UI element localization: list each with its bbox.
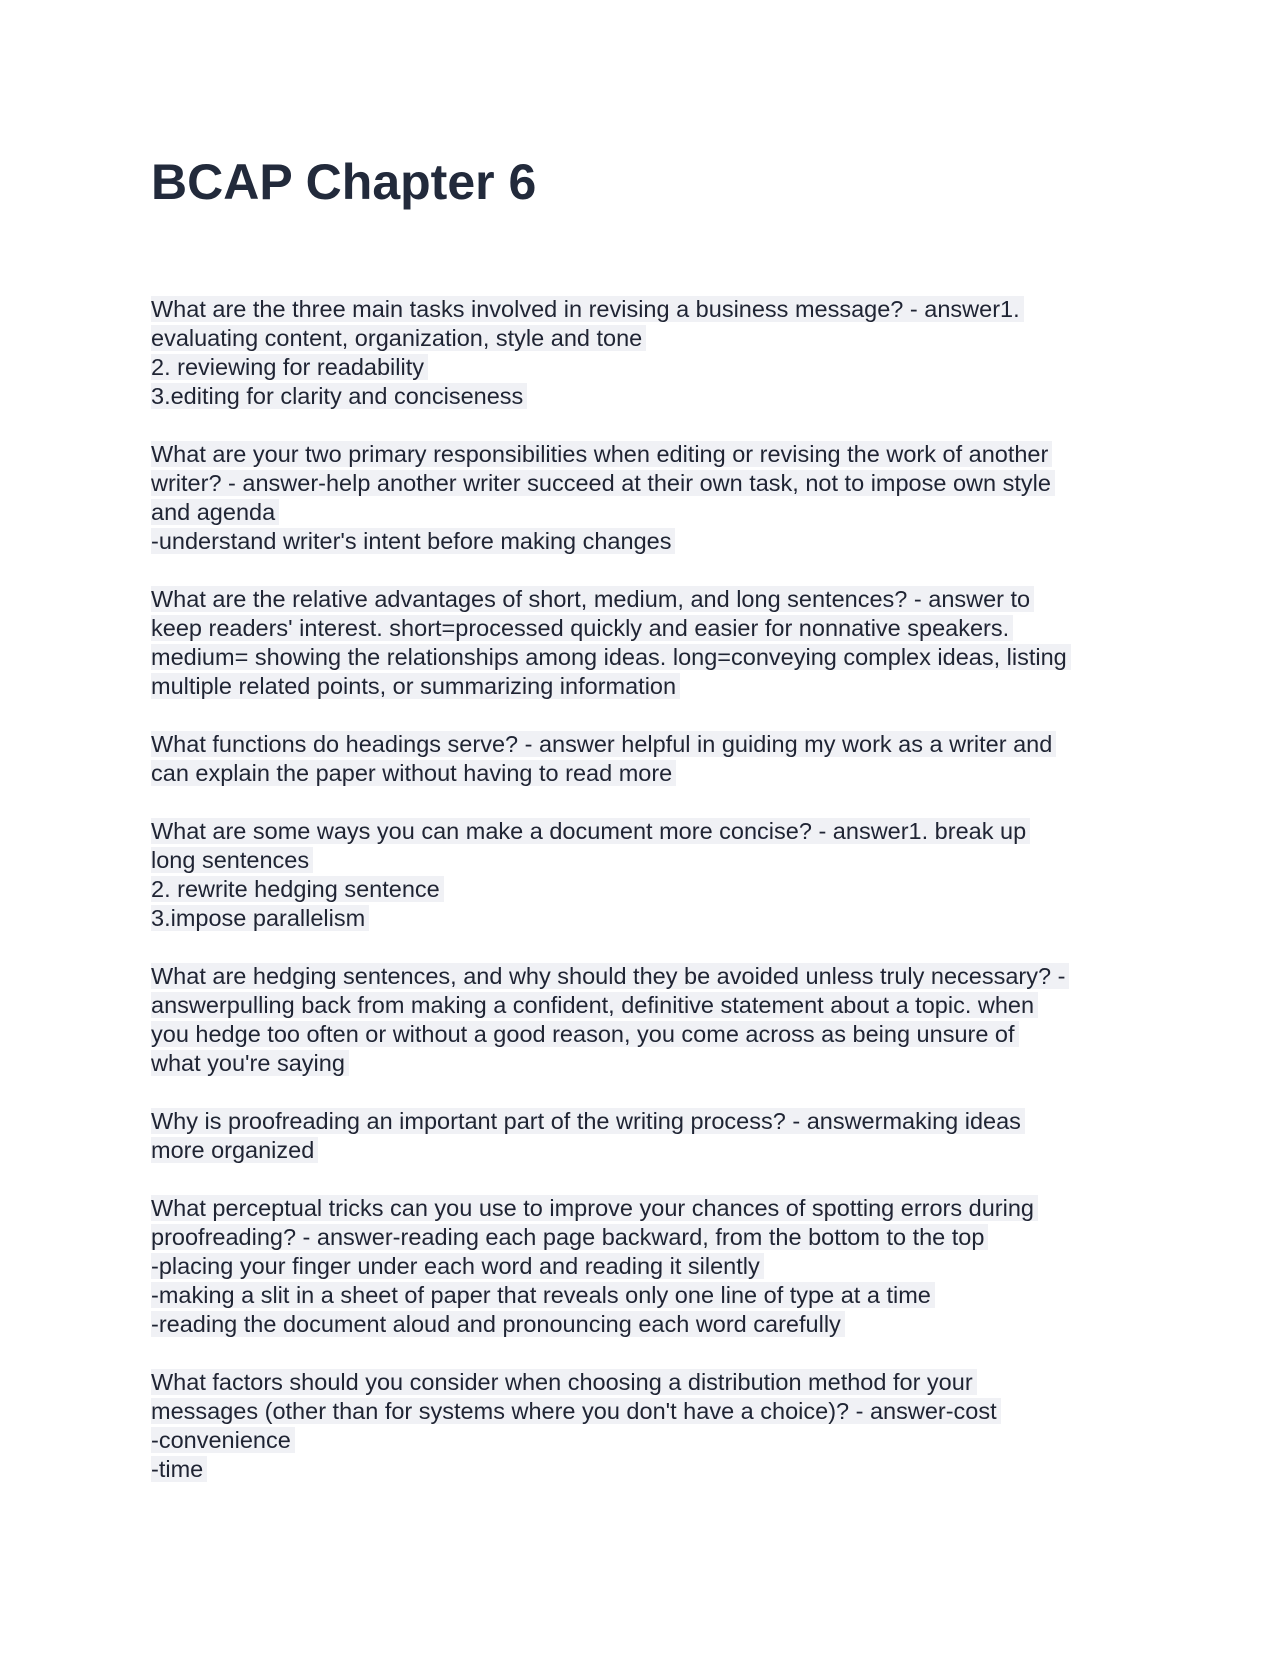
qa-line-text: -time — [151, 1456, 207, 1482]
qa-line — [151, 614, 1136, 643]
qa-line-text: What factors should you consider when choosing a distribution method for your — [151, 1369, 977, 1395]
qa-item — [151, 585, 1136, 701]
qa-line-text: Why is proofreading an important part of the writing process? - answermaking ideas — [151, 1108, 1025, 1134]
qa-line — [151, 1252, 1136, 1281]
qa-line — [151, 759, 1136, 788]
qa-line-text: What are your two primary responsibilities when editing or revising the work of another — [151, 441, 1052, 467]
qa-line — [151, 1136, 1136, 1165]
qa-line — [151, 498, 1136, 527]
qa-line — [151, 527, 1136, 556]
qa-item — [151, 1368, 1136, 1484]
qa-item — [151, 295, 1136, 411]
qa-line — [151, 730, 1136, 759]
qa-line — [151, 904, 1136, 933]
qa-line-text: What are hedging sentences, and why should they be avoided unless truly necessary? - — [151, 963, 1069, 989]
qa-line-text: keep readers' interest. short=processed quickly and easier for nonnative speakers. — [151, 615, 1013, 641]
qa-line-text: multiple related points, or summarizing information — [151, 673, 680, 699]
qa-line-text: evaluating content, organization, style and tone — [151, 325, 646, 351]
qa-line-text: and agenda — [151, 499, 279, 525]
qa-line — [151, 469, 1136, 498]
qa-line — [151, 585, 1136, 614]
qa-line — [151, 672, 1136, 701]
qa-line-text: What perceptual tricks can you use to improve your chances of spotting errors during — [151, 1195, 1038, 1221]
qa-line — [151, 1107, 1136, 1136]
qa-item — [151, 1107, 1136, 1165]
qa-line-text: you hedge too often or without a good reason, you come across as being unsure of — [151, 1021, 1019, 1047]
qa-line-text: proofreading? - answer-reading each page backward, from the bottom to the top — [151, 1224, 988, 1250]
qa-line — [151, 295, 1136, 324]
qa-line-text: medium= showing the relationships among ideas. long=conveying complex ideas, listing — [151, 644, 1071, 670]
qa-line-text: long sentences — [151, 847, 313, 873]
qa-line — [151, 846, 1136, 875]
qa-line-text: answerpulling back from making a confident, definitive statement about a topic. when — [151, 992, 1038, 1018]
qa-line-text: more organized — [151, 1137, 318, 1163]
qa-line — [151, 991, 1136, 1020]
qa-line — [151, 1426, 1136, 1455]
qa-line-text: -understand writer's intent before making changes — [151, 528, 675, 554]
page-title: BCAP Chapter 6 — [151, 154, 537, 210]
qa-item — [151, 440, 1136, 556]
qa-line — [151, 1020, 1136, 1049]
qa-line — [151, 1281, 1136, 1310]
qa-line-text: What are the three main tasks involved in revising a business message? - answer1. — [151, 296, 1024, 322]
qa-list — [151, 295, 1136, 1513]
qa-line-text: -making a slit in a sheet of paper that reveals only one line of type at a time — [151, 1282, 935, 1308]
qa-line-text: writer? - answer-help another writer succeed at their own task, not to impose own style — [151, 470, 1055, 496]
qa-line — [151, 643, 1136, 672]
qa-line — [151, 875, 1136, 904]
qa-line-text: -convenience — [151, 1427, 295, 1453]
qa-line — [151, 1194, 1136, 1223]
qa-line-text: messages (other than for systems where you don't have a choice)? - answer-cost — [151, 1398, 1001, 1424]
qa-line — [151, 1223, 1136, 1252]
qa-item — [151, 730, 1136, 788]
qa-line — [151, 1455, 1136, 1484]
qa-item — [151, 817, 1136, 933]
qa-line-text: 2. rewrite hedging sentence — [151, 876, 444, 902]
qa-line — [151, 1310, 1136, 1339]
qa-line-text: -reading the document aloud and pronouncing each word carefully — [151, 1311, 845, 1337]
qa-line-text: What are some ways you can make a document more concise? - answer1. break up — [151, 818, 1030, 844]
qa-line — [151, 324, 1136, 353]
qa-line — [151, 1397, 1136, 1426]
qa-line-text: 3.impose parallelism — [151, 905, 369, 931]
qa-line-text: can explain the paper without having to read more — [151, 760, 676, 786]
qa-line-text: 2. reviewing for readability — [151, 354, 428, 380]
qa-line-text: 3.editing for clarity and conciseness — [151, 383, 527, 409]
qa-line-text: What functions do headings serve? - answer helpful in guiding my work as a writer and — [151, 731, 1056, 757]
qa-line — [151, 353, 1136, 382]
qa-line — [151, 382, 1136, 411]
qa-line-text: what you're saying — [151, 1050, 349, 1076]
qa-line — [151, 817, 1136, 846]
qa-line — [151, 1049, 1136, 1078]
qa-line — [151, 1368, 1136, 1397]
qa-line — [151, 440, 1136, 469]
qa-item — [151, 962, 1136, 1078]
qa-item — [151, 1194, 1136, 1339]
qa-line — [151, 962, 1136, 991]
qa-line-text: What are the relative advantages of short, medium, and long sentences? - answer to — [151, 586, 1034, 612]
qa-line-text: -placing your finger under each word and reading it silently — [151, 1253, 764, 1279]
